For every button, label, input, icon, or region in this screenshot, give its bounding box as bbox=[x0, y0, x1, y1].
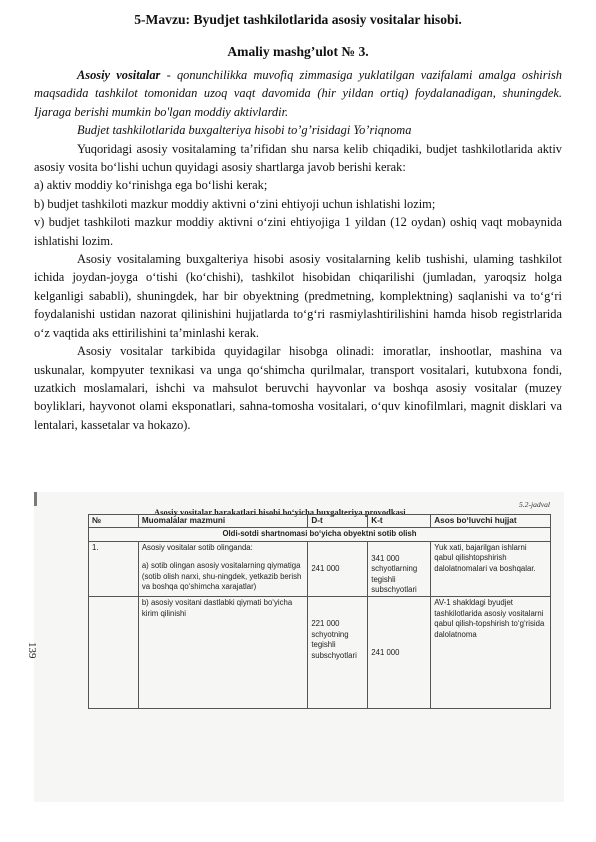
condition-v: v) budjet tashkiloti mazkur moddiy aktivni o‘zini ehtiyojiga 1 yildan (12 oydan) oshiq vaqt mobaynida ishlatishi lozim. bbox=[34, 215, 562, 248]
definition-text: - qonunchilikka muvofiq zimmasiga yuklatilgan vazifalami amalga oshirish maqsadida tashkilot tomonidan uzoq vaqt davomida (hir yildan ortiq) foydalanadigan, shuningdek. Ijaraga berishi mumkin bo'lgan moddiy aktivlardir. bbox=[34, 68, 562, 119]
row-debit: 221 000 schyotning tegishli subschyotlari bbox=[308, 597, 368, 709]
scanned-table-image bbox=[26, 492, 564, 802]
row-credit: 341 000 schyotlarning tegishli subschyotlari bbox=[368, 541, 431, 597]
row-description: b) asosiy vositani dastlabki qiymati bo‘yicha kirim qilinishi bbox=[138, 597, 307, 709]
paragraph-conditions-intro: Yuqoridagi asosiy vositalaming ta’rifidan shu narsa kelib chiqadiki, budjet tashkilotlarida aktiv asosiy vosita bo‘lishi uchun quyidagi asosiy shartlarga javob berishi kerak: bbox=[34, 141, 562, 175]
table-number-note: 5.2-jadval bbox=[518, 500, 550, 509]
row-document: Yuk xati, bajarilgan ishlarni qabul qilishtopshirish dalolatnomalari va boshqalar. bbox=[431, 541, 551, 597]
page-subtitle: Amaliy mashg’ulot № 3. bbox=[227, 44, 369, 59]
book-page-number: 139 bbox=[26, 642, 38, 659]
header-number: № bbox=[89, 515, 139, 528]
table-caption: Asosiy vositalar harakatlari hisobi bo‘yicha buxgalteriya provodkasi bbox=[154, 508, 406, 517]
table-section-row bbox=[89, 528, 551, 541]
scan-edge-mark bbox=[34, 492, 37, 506]
document-body bbox=[34, 66, 562, 434]
header-description: Muomalalar mazmuni bbox=[138, 515, 307, 528]
condition-a: a) aktiv moddiy ko‘rinishga ega bo‘lishi kerak; bbox=[34, 178, 268, 193]
definition-term: Asosiy vositalar bbox=[77, 68, 161, 82]
header-debit: D-t bbox=[308, 515, 368, 528]
row-description-item: a) sotib olingan asosiy vositalarning qiymatiga (sotib olish narxi, shu-ningdek, yetkazib berish va boshqa qo‘shimcha xarajatlar) bbox=[141, 561, 302, 592]
row-description bbox=[138, 541, 307, 597]
page-title: 5-Mavzu: Byudjet tashkilotlarida asosiy vositalar hisobi. bbox=[134, 12, 462, 27]
table-row bbox=[89, 597, 551, 709]
section-title: Oldi-sotdi shartnomasi bo‘yicha obyektni sotib olish bbox=[89, 528, 551, 541]
paragraph-composition: Asosiy vositalar tarkibida quyidagilar hisobga olinadi: imoratlar, inshootlar, mashina va uskunalar, kompyuter texnikasi va unga qo‘shimcha qurilmalar, transport vositalari, kutubxona fondi, uzatkich moslamalari, ishchi va mahsulot beruvchi hayvonlar va boshqa asosiy vositalar (muzey boyliklari, hayvonot olami eksponatlari, sahna-tomosha vositalari, o‘quv kinofilmlari, magnit disklari va lentalari, kassetalar va hokazo). bbox=[34, 344, 562, 432]
row-debit: 241 000 bbox=[308, 541, 368, 597]
header-credit: K-t bbox=[368, 515, 431, 528]
paragraph-accounting: Asosiy vositalaming buxgalteriya hisobi asosiy vositalarning kelib tushishi, ulaming tashkilot ichida joydan-joyga o‘tishi (ko‘chishi), tashkilot hisobidan chiqarilishi (jumladan, yaroqsiz holga kelganligi sababli), shuningdek, har bir obyektning (predmetning, komplektning) saqlanishi va to‘g‘ri foydalanishi ustidan nazorat qilinishini hujjatlarda to‘g‘ri rasmiylashtirilishini hamda hisob registrlarida o‘z vaqtida aks ettirilishini ta’minlashi kerak. bbox=[34, 252, 562, 340]
header-document: Asos bo‘luvchi hujjat bbox=[431, 515, 551, 528]
source-reference: Budjet tashkilotlarida buxgalteriya hisobi to’g’risidagi Yo’riqnoma bbox=[77, 123, 412, 138]
row-document: AV-1 shakldagi byudjet tashkilotlarida asosiy vositalarni qabul qilish-topshirish to‘g‘risida dalolatnoma bbox=[431, 597, 551, 709]
table-row bbox=[89, 541, 551, 597]
row-description-intro: Asosiy vositalar sotib olinganda: bbox=[141, 542, 253, 552]
row-credit: 241 000 bbox=[368, 597, 431, 709]
row-number: 1. bbox=[89, 541, 139, 597]
definition-paragraph bbox=[34, 66, 562, 121]
row-number bbox=[89, 597, 139, 709]
condition-b: b) budjet tashkiloti mazkur moddiy aktivni o‘zini ehtiyoji uchun ishlatishi lozim; bbox=[34, 196, 436, 211]
table-header-row bbox=[89, 515, 551, 528]
accounting-entries-table bbox=[88, 514, 551, 709]
